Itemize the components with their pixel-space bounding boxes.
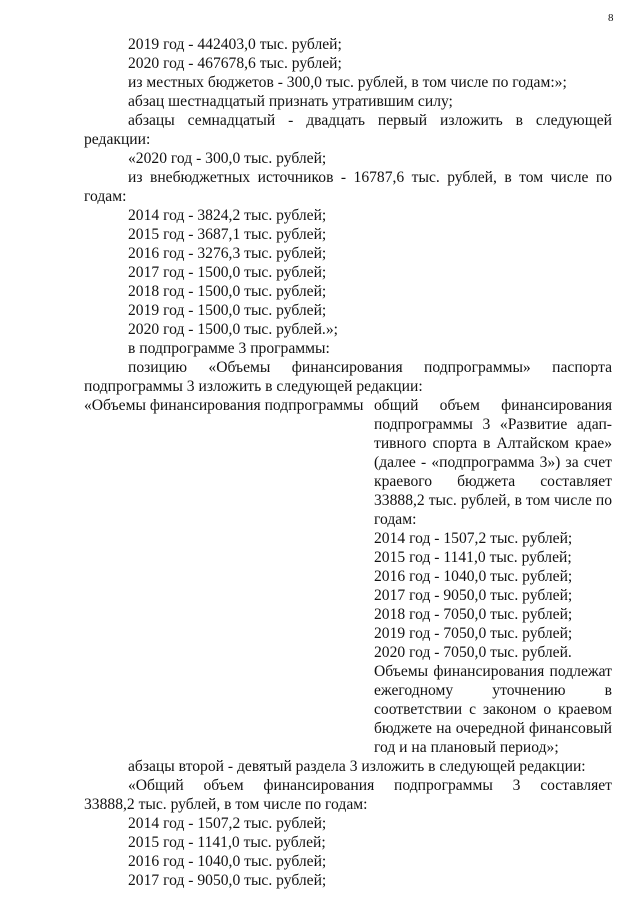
table-line: общий объем финансирования [374, 397, 612, 414]
table-line: краевого бюджета составляет [374, 473, 612, 490]
table-note-line: ежегодному уточнению в [374, 682, 612, 699]
year-line: 2014 год - 1507,2 тыс. рублей; [128, 815, 327, 832]
paragraph-line: «Общий объем финансирования подпрограммы 3 составляет [128, 777, 612, 794]
table-line: подпрограммы 3 «Развитие адап- [374, 416, 612, 433]
table-right-cell [374, 396, 612, 757]
table-note-line: бюджете на очередной финансовый [374, 720, 612, 737]
table-year-line: 2014 год - 1507,2 тыс. рублей; [374, 530, 573, 547]
table-line: 33888,2 тыс. рублей, в том числе по [374, 492, 612, 509]
document-body [84, 35, 612, 890]
year-line: 2017 год - 9050,0 тыс. рублей; [128, 872, 327, 889]
text-line: в подпрограмме 3 программы: [128, 340, 330, 357]
paragraph-line: 33888,2 тыс. рублей, в том числе по годам: [84, 796, 368, 813]
year-line: 2017 год - 1500,0 тыс. рублей; [128, 264, 327, 281]
paragraph-line: позицию «Объемы финансирования подпрограммы» паспорта [128, 359, 612, 376]
text-line: 2019 год - 442403,0 тыс. рублей; [128, 36, 342, 53]
year-line: 2016 год - 3276,3 тыс. рублей; [128, 245, 327, 262]
text-line: из местных бюджетов - 300,0 тыс. рублей, в том числе по годам:»; [128, 74, 567, 91]
paragraph-line: из внебюджетных источников - 16787,6 тыс. рублей, в том числе по [128, 169, 612, 186]
table-note-line: Объемы финансирования подлежат [374, 663, 612, 680]
year-line: 2014 год - 3824,2 тыс. рублей; [128, 207, 327, 224]
year-line: 2015 год - 3687,1 тыс. рублей; [128, 226, 327, 243]
table-year-line: 2020 год - 7050,0 тыс. рублей. [374, 644, 572, 661]
table-year-line: 2015 год - 1141,0 тыс. рублей; [374, 549, 572, 566]
table-year-line: 2017 год - 9050,0 тыс. рублей; [374, 587, 573, 604]
table-note-line: соответствии с законом о краевом [374, 701, 612, 718]
page-number: 8 [608, 12, 614, 24]
text-line: «2020 год - 300,0 тыс. рублей; [128, 150, 327, 167]
paragraph-line: подпрограммы 3 изложить в следующей редакции: [84, 378, 423, 395]
table-year-line: 2018 год - 7050,0 тыс. рублей; [374, 606, 573, 623]
text-line: 2020 год - 467678,6 тыс. рублей; [128, 55, 342, 72]
table-line: тивного спорта в Алтайском крае» [374, 435, 612, 452]
passport-table [84, 396, 612, 757]
table-left-cell: «Объемы финансирования подпрограммы [84, 397, 364, 414]
table-note-line: год и на плановый период»; [374, 739, 559, 756]
year-line: 2018 год - 1500,0 тыс. рублей; [128, 283, 327, 300]
text-line: абзац шестнадцатый признать утратившим силу; [128, 93, 453, 110]
text-line: абзацы второй - девятый раздела 3 изложить в следующей редакции: [128, 758, 586, 775]
year-line: 2015 год - 1141,0 тыс. рублей; [128, 834, 326, 851]
paragraph-line: редакции: [84, 131, 151, 148]
table-year-line: 2019 год - 7050,0 тыс. рублей; [374, 625, 573, 642]
paragraph-line: годам: [84, 188, 127, 205]
paragraph-line: абзацы семнадцатый - двадцать первый изложить в следующей [128, 112, 612, 129]
year-line: 2019 год - 1500,0 тыс. рублей; [128, 302, 327, 319]
table-year-line: 2016 год - 1040,0 тыс. рублей; [374, 568, 573, 585]
year-line: 2016 год - 1040,0 тыс. рублей; [128, 853, 327, 870]
table-line: (далее - «подпрограмма 3») за счет [374, 454, 612, 471]
year-line: 2020 год - 1500,0 тыс. рублей.»; [128, 321, 338, 338]
table-line: годам: [374, 511, 417, 528]
